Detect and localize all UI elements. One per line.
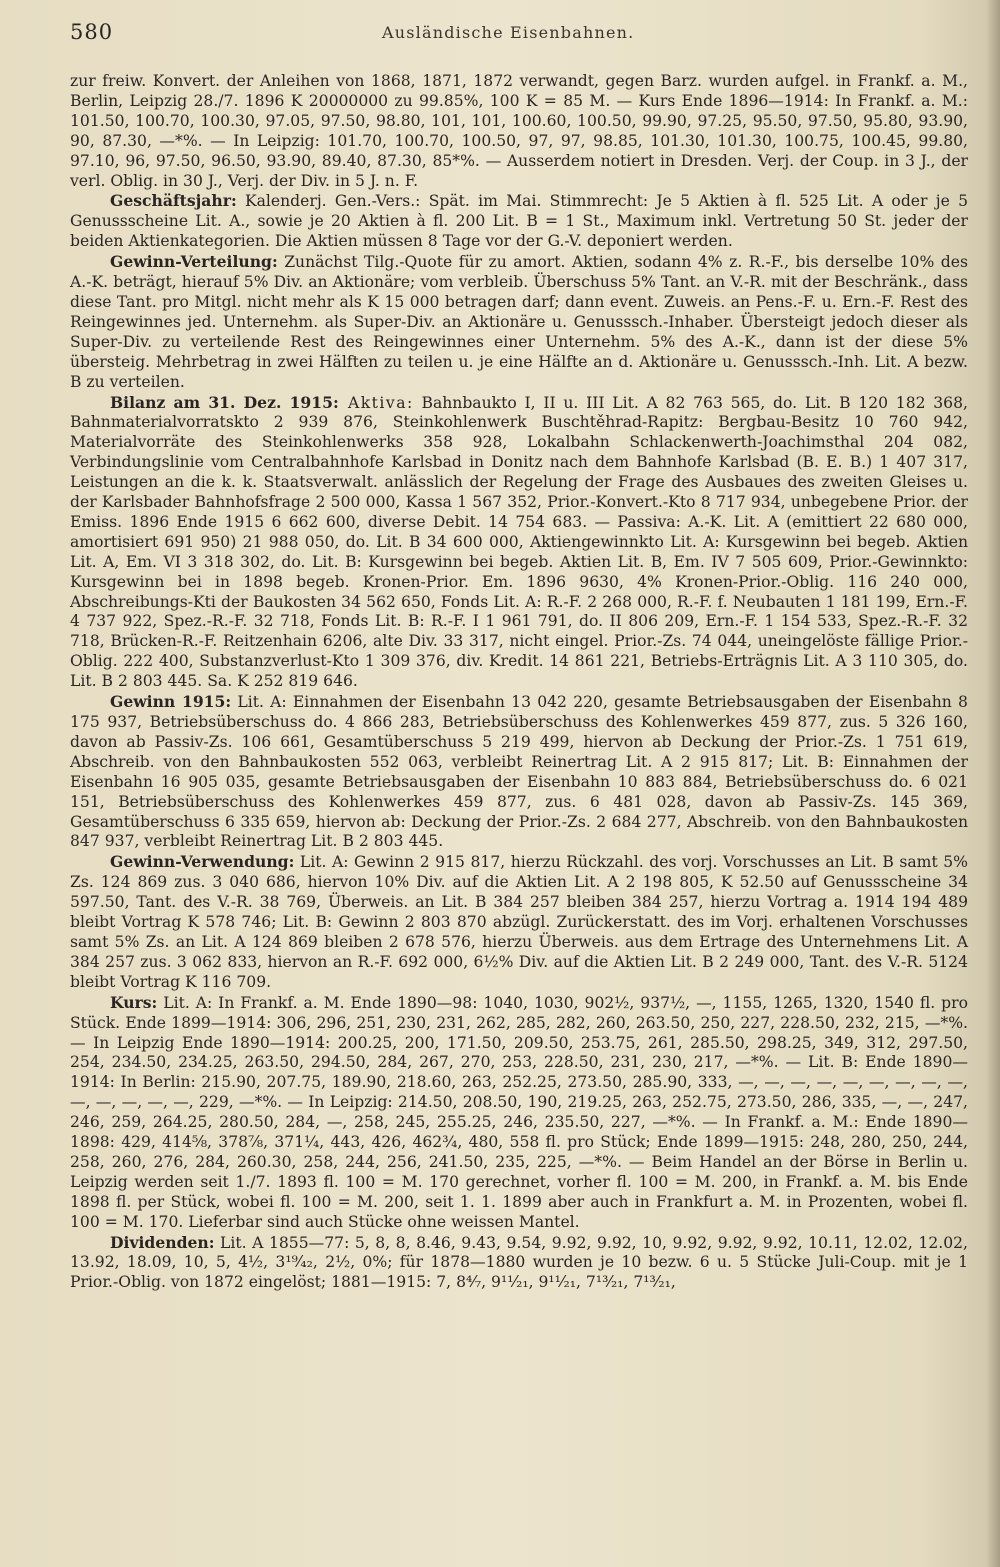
- paragraph-profit-use: [70, 852, 968, 992]
- page-number: 580: [70, 20, 114, 44]
- paragraph-text: Kalenderj. Gen.-Vers.: Spät. im Mai. Stimmrecht: Je 5 Aktien à fl. 525 Lit. A oder je 5 Genussscheine Lit. A., sowie je 20 Aktien à fl. 200 Lit. B = 1 St., Maximum inkl. Vertretung 50 St. jeder der beiden Aktienkategorien. Die Aktien müssen 8 Tage vor der G.-V. deponiert werden.: [70, 192, 968, 251]
- paragraph-text: Lit. A: In Frankf. a. M. Ende 1890—98: 1040, 1030, 902½, 937½, —, 1155, 1265, 1320, 1540 fl. pro Stück. Ende 1899—1914: 306, 296, 251, 230, 231, 262, 285, 282, 260, 263.50, 250, 227, 228.50, 232, 215, —*%. — In Leipzig Ende 1890—1914: 200.25, 200, 171.50, 209.50, 253.75, 261, 285.50, 298.25, 349, 312, 297.50, 254, 234.50, 234.25, 263.50, 294.50, 284, 267, 270, 253, 228.50, 231, 230, 217, —*%. — Lit. B: Ende 1890—1914: In Berlin: 215.90, 207.75, 189.90, 218.60, 263, 252.25, 273.50, 285.90, 333, —, —, —, —, —, —, —, —, —, —, —, —, —, —, 229, —*%. — In Leipzig: 214.50, 208.50, 190, 219.25, 263, 252.75, 273.50, 286, 335, —, —, 247, 246, 259, 264.25, 280.50, 284, —, 258, 245, 255.25, 246, 235.50, 227, —*%. — In Frankf. a. M.: Ende 1890—1898: 429, 414⅝, 378⅞, 371¼, 443, 426, 462¾, 480, 558 fl. pro Stück; Ende 1899—1915: 248, 280, 250, 244, 258, 260, 276, 284, 260.30, 258, 244, 256, 241.50, 235, 225, —*%. — Beim Handel an der Börse in Berlin u. Leipzig werden seit 1./7. 1893 fl. 100 = M. 170 gerechnet, vorher fl. 100 = M. 200, in Frankf. a. M. bis Ende 1898 fl. per Stück, wobei fl. 100 = M. 200, seit 1. 1. 1899 aber auch in Frankfurt a. M. in Prozenten, wobei fl. 100 = M. 170. Lieferbar sind auch Stücke ohne weissen Mantel.: [70, 993, 968, 1231]
- paragraph-text: Lit. A 1855—77: 5, 8, 8, 8.46, 9.43, 9.54, 9.92, 9.92, 10, 9.92, 9.92, 9.92, 10.11, 12.02, 12.02, 13.92, 18.09, 10, 5, 4½, 3¹⁹⁄₄₂, 2½, 0%; für 1878—1880 wurden je 10 bezw. 6 u. 5 Stücke Juli-Coup. mit je 1 Prior.-Oblig. von 1872 eingelöst; 1881—1915: 7, 8⁴⁄₇, 9¹¹⁄₂₁, 9¹¹⁄₂₁, 7¹³⁄₂₁, 7¹³⁄₂₁,: [70, 1233, 968, 1292]
- section-heading: Gewinn-Verteilung:: [110, 252, 278, 272]
- paragraph-balance-sheet: [70, 393, 968, 693]
- paragraph-text: Lit. A: Gewinn 2 915 817, hierzu Rückzahl. des vorj. Vorschusses an Lit. B samt 5% Zs. 124 869 zus. 3 040 686, hiervon 10% Div. auf die Aktien Lit. A 2 198 805, K 52.50 auf Genussscheine 34 597.50, Tant. des V.-R. 38 769, Überweis. an Lit. B 384 257 bleiben 384 257, hierzu Vortrag a. 1914 194 489 bleibt Vortrag K 578 746; Lit. B: Gewinn 2 803 870 abzügl. Zurückerstatt. des im Vorj. erhaltenen Vorschusses samt 5% Zs. an Lit. A 124 869 bleiben 2 678 576, hierzu Überweis. aus dem Ertrage des Unternehmens Lit. A 384 257 zus. 3 062 833, hiervon an R.-F. 692 000, 6½% Div. auf die Aktien Lit. B 2 249 000, Tant. des V.-R. 5124 bleibt Vortrag K 116 709.: [70, 853, 968, 991]
- paragraph-text: Bahnbaukto I, II u. III Lit. A 82 763 565, do. Lit. B 120 182 368, Bahnmaterialvorratsktо 2 939 876, Steinkohlenwerk Buschtěhrad-Rapitz: Bergbau-Besitz 10 760 942, Materialvorräte des Steinkohlenwerks 358 928, Lokalbahn Schlackenwerth-Joachimsthal 204 082, Verbindungslinie vom Centralbahnhofe Karlsbad in Donitz nach dem Bahnhofe Karlsbad (B. E. B.) 1 407 317, Leistungen an die k. k. Staatsverwalt. anlässlich der Regelung der Frage des Ausbaues des zweiten Gleises u. der Karlsbader Bahnhofsfrage 2 500 000, Kassa 1 567 352, Prior.-Konvert.-Kto 8 717 934, unbegebene Prior. der Emiss. 1896 Ende 1915 6 662 600, diverse Debit. 14 754 683. — Passiva: A.-K. Lit. A (emittiert 22 680 000, amortisiert 691 950) 21 988 050, do. Lit. B 34 600 000, Aktiengewinnkto Lit. A: Kursgewinn bei begeb. Aktien Lit. A, Em. VI 3 318 302, do. Lit. B: Kursgewinn bei begeb. Aktien Lit. B, Em. IV 7 505 609, Prior.-Gewinnkto: Kursgewinn bei in 1898 begeb. Kronen-Prior. Em. 1896 9630, 4% Kronen-Prior.-Oblig. 116 240 000, Abschreibungs-Kti der Baukosten 34 562 650, Fonds Lit. A: R.-F. 2 268 000, R.-F. f. Neubauten 1 181 199, Ern.-F. 4 737 922, Spez.-R.-F. 32 718, Fonds Lit. B: R.-F. I 1 961 791, do. II 806 209, Ern.-F. 1 154 533, Spez.-R.-F. 32 718, Brücken-R.-F. Reitzenhain 6206, alte Div. 33 317, nicht eingel. Prior.-Zs. 74 044, uneingelöste fällige Prior.-Oblig. 222 400, Substanzverlust-Kto 1 309 376, div. Kredit. 14 861 221, Betriebs-Erträgnis Lit. A 3 110 305, do. Lit. B 2 803 445. Sa. K 252 819 646.: [70, 393, 968, 691]
- section-heading: Gewinn 1915:: [110, 692, 232, 712]
- paragraph-profit-1915: [70, 692, 968, 852]
- section-heading: Gewinn-Verwendung:: [110, 852, 295, 872]
- section-heading: Dividenden:: [110, 1232, 215, 1252]
- paragraph-text: zur freiw. Konvert. der Anleihen von 1868, 1871, 1872 verwandt, gegen Barz. wurden aufgel. in Frankf. a. M., Berlin, Leipzig 28./7. 1896 K 20000000 zu 99.85%, 100 K = 85 M. — Kurs Ende 1896—1914: In Frankf. a. M.: 101.50, 100.70, 100.30, 97.05, 97.50, 98.80, 101, 101, 100.60, 100.50, 99.90, 97.25, 95.50, 97.50, 95.80, 93.90, 90, 87.30, —*%. — In Leipzig: 101.70, 100.70, 100.50, 97, 97, 98.85, 101.30, 101.30, 100.75, 100.45, 99.80, 97.10, 96, 97.50, 96.50, 93.90, 89.40, 87.30, 85*%. — Ausserdem notiert in Dresden. Verj. der Coup. in 3 J., der verl. Oblig. in 30 J., Verj. der Div. in 5 J. n. F.: [70, 72, 968, 190]
- paragraph-business-year: [70, 191, 968, 252]
- paragraph-profit-distribution: [70, 252, 968, 392]
- paragraph-share-prices: [70, 993, 968, 1233]
- page-edge-shadow: [986, 0, 1000, 1567]
- section-subheading: Aktiva:: [338, 393, 414, 412]
- paragraph-loan-history: [70, 72, 968, 191]
- section-heading: Bilanz am 31. Dez. 1915:: [110, 392, 339, 412]
- paragraph-text: Zunächst Tilg.-Quote für zu amort. Aktien, sodann 4% z. R.-F., bis derselbe 10% des A.-K. beträgt, hierauf 5% Div. an Aktionäre; vom verbleib. Überschuss 5% Tant. an V.-R. mit der Beschränk., dass diese Tant. pro Mitgl. nicht mehr als K 15 000 betragen darf; dann event. Zuweis. an Pens.-F. u. Ern.-F. Rest des Reingewinnes jed. Unternehm. als Super-Div. an Aktionäre u. Genusssch.-Inhaber. Übersteigt jedoch dieser als Super-Div. zu verteilende Rest des Reingewinnes einer Unternehm. 5% des A.-K., dann ist der diese 5% übersteig. Mehrbetrag in zwei Hälften zu teilen u. je eine Hälfte an d. Aktionäre u. Genusssch.-Inh. Lit. A bezw. B zu verteilen.: [70, 253, 968, 391]
- page-body: [70, 72, 968, 1293]
- paragraph-text: Lit. A: Einnahmen der Eisenbahn 13 042 220, gesamte Betriebsausgaben der Eisenbahn 8 175 937, Betriebsüberschuss do. 4 866 283, Betriebsüberschuss des Kohlenwerkes 459 877, zus. 5 326 160, davon ab Passiv-Zs. 106 661, Gesamtüberschuss 5 219 499, hiervon ab Deckung der Prior.-Zs. 1 751 619, Abschreib. von den Bahnbaukosten 552 063, verbleibt Reinertrag Lit. A 2 915 817; Lit. B: Einnahmen der Eisenbahn 16 905 035, gesamte Betriebsausgaben der Eisenbahn 10 883 884, Betriebsüberschuss do. 6 021 151, Betriebsüberschuss des Kohlenwerkes 459 877, zus. 6 481 028, davon ab Passiv-Zs. 145 369, Gesamtüberschuss 6 335 659, hiervon ab: Deckung der Prior.-Zs. 2 684 277, Abschreib. von den Bahnbaukosten 847 937, verbleibt Reinertrag Lit. B 2 803 445.: [70, 693, 968, 851]
- section-heading: Kurs:: [110, 992, 158, 1012]
- paragraph-dividends: [70, 1233, 968, 1294]
- running-title: Ausländische Eisenbahnen.: [382, 23, 635, 42]
- page-header: [70, 20, 970, 50]
- section-heading: Geschäftsjahr:: [110, 191, 237, 211]
